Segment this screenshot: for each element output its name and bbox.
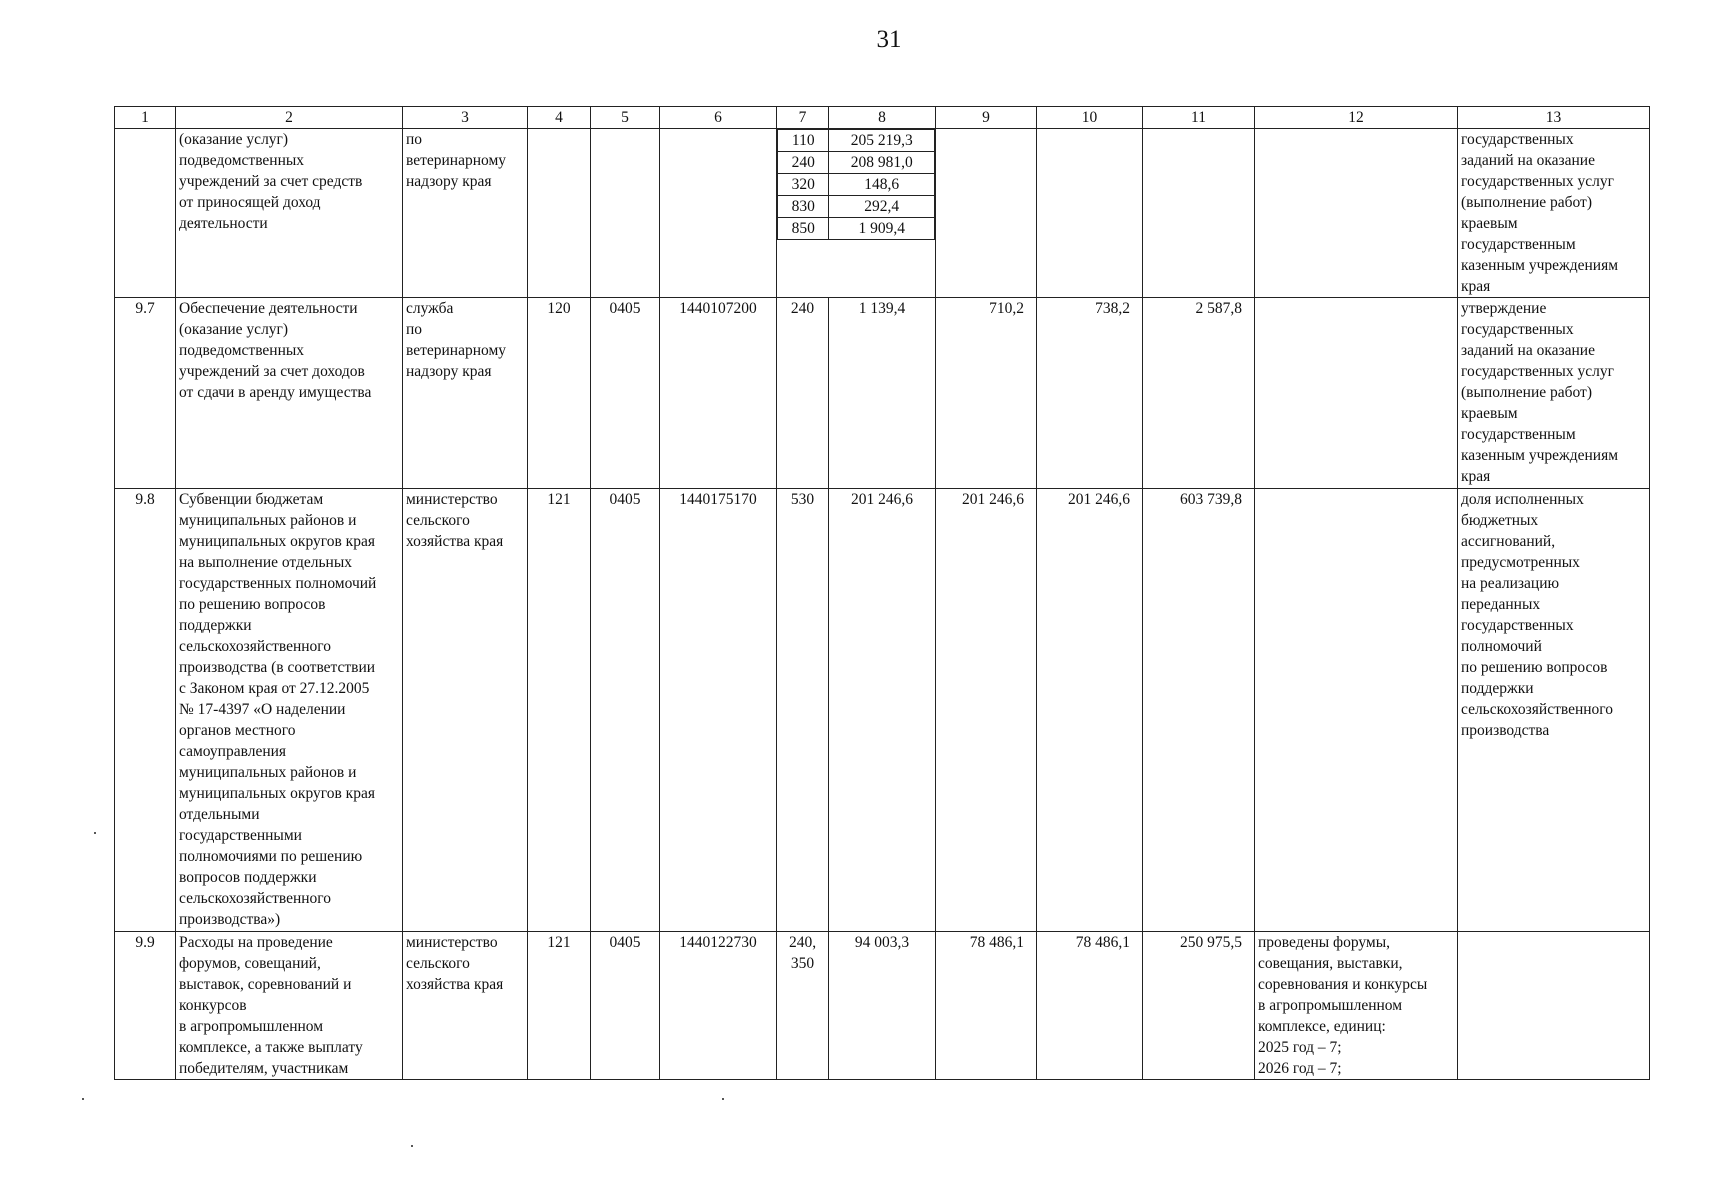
page-number: 31	[876, 26, 902, 53]
cell-expense-type: 240	[777, 298, 829, 489]
cell-target-article: 1440107200	[660, 298, 777, 489]
table-row-9-9	[115, 932, 1650, 1080]
expense-type-code: 110	[778, 130, 829, 152]
cell-grbs	[528, 129, 591, 298]
cell-amount-2027: 738,2	[1037, 298, 1143, 489]
column-header: 12	[1255, 107, 1458, 129]
cell-number: 9.8	[115, 489, 176, 932]
cell-indicator: доля исполненных бюджетных ассигнований, предусмотренных на реализацию переданных государственных полномочий по решению вопросов поддержки сельскохозяйственного производства	[1458, 489, 1650, 932]
cell-section: 0405	[591, 489, 660, 932]
expense-type-code: 850	[778, 218, 829, 240]
column-header: 5	[591, 107, 660, 129]
expense-breakdown-row	[778, 130, 935, 152]
cell-executor: министерство сельского хозяйства края	[403, 489, 528, 932]
cell-number: 9.9	[115, 932, 176, 1080]
scan-speck	[411, 1145, 413, 1147]
cell-expense-type: 530	[777, 489, 829, 932]
cell-amount-2025: 201 246,6	[829, 489, 936, 932]
cell-amount-total: 603 739,8	[1143, 489, 1255, 932]
cell-description: Обеспечение деятельности (оказание услуг) подведомственных учреждений за счет доходов от сдачи в аренду имущества	[176, 298, 403, 489]
cell-expected-result: проведены форумы, совещания, выставки, соревнования и конкурсы в агропромышленном комплексе, единиц: 2025 год – 7; 2026 год – 7;	[1255, 932, 1458, 1080]
program-table	[114, 106, 1650, 1080]
cell-expected-result	[1255, 129, 1458, 298]
table-row-9-7	[115, 298, 1650, 489]
cell-executor: министерство сельского хозяйства края	[403, 932, 528, 1080]
table-row-9-8	[115, 489, 1650, 932]
expense-type-code: 240	[778, 152, 829, 174]
cell-description: Субвенции бюджетам муниципальных районов и муниципальных округов края на выполнение отдельных государственных полномочий по решению вопросов поддержки сельскохозяйственного производства (в соответствии с Законом края от 27.12.2005 № 17-4397 «О наделении органов местного самоуправления муниципальных районов и муниципальных округов края отдельными государственными полномочиями по решению вопросов поддержки сельскохозяйственного производства»)	[176, 489, 403, 932]
cell-indicator: государственных заданий на оказание государственных услуг (выполнение работ) краевым государственным казенным учреждениям края	[1458, 129, 1650, 298]
column-header: 9	[936, 107, 1037, 129]
cell-description: (оказание услуг) подведомственных учреждений за счет средств от приносящей доход деятельности	[176, 129, 403, 298]
expense-amount: 148,6	[829, 174, 935, 196]
cell-section: 0405	[591, 932, 660, 1080]
column-header: 2	[176, 107, 403, 129]
expense-breakdown-row	[778, 152, 935, 174]
expense-breakdown-row	[778, 196, 935, 218]
cell-amount-total	[1143, 129, 1255, 298]
table-header-row	[115, 107, 1650, 129]
table-row-continuation	[115, 129, 1650, 298]
expense-breakdown-row	[778, 174, 935, 196]
expense-breakdown-cell	[777, 129, 936, 298]
cell-amount-2026: 201 246,6	[936, 489, 1037, 932]
cell-amount-2027	[1037, 129, 1143, 298]
cell-grbs: 120	[528, 298, 591, 489]
cell-amount-2027: 78 486,1	[1037, 932, 1143, 1080]
expense-amount: 1 909,4	[829, 218, 935, 240]
column-header: 11	[1143, 107, 1255, 129]
cell-indicator	[1458, 932, 1650, 1080]
cell-amount-2026	[936, 129, 1037, 298]
cell-section	[591, 129, 660, 298]
cell-target-article	[660, 129, 777, 298]
column-header: 13	[1458, 107, 1650, 129]
cell-amount-total: 250 975,5	[1143, 932, 1255, 1080]
column-header: 3	[403, 107, 528, 129]
cell-amount-2026: 78 486,1	[936, 932, 1037, 1080]
cell-expected-result	[1255, 298, 1458, 489]
cell-grbs: 121	[528, 489, 591, 932]
scan-speck	[94, 832, 96, 834]
cell-target-article: 1440122730	[660, 932, 777, 1080]
expense-amount: 208 981,0	[829, 152, 935, 174]
cell-executor: по ветеринарному надзору края	[403, 129, 528, 298]
expense-amount: 292,4	[829, 196, 935, 218]
expense-breakdown-row	[778, 218, 935, 240]
cell-expected-result	[1255, 489, 1458, 932]
column-header: 6	[660, 107, 777, 129]
cell-amount-2025: 1 139,4	[829, 298, 936, 489]
cell-expense-type: 240, 350	[777, 932, 829, 1080]
expense-type-code: 830	[778, 196, 829, 218]
expense-breakdown-table	[777, 129, 935, 240]
scan-speck	[722, 1098, 724, 1100]
cell-amount-2027: 201 246,6	[1037, 489, 1143, 932]
cell-indicator: утверждение государственных заданий на оказание государственных услуг (выполнение работ) краевым государственным казенным учреждениям края	[1458, 298, 1650, 489]
scan-speck	[82, 1098, 84, 1100]
expense-type-code: 320	[778, 174, 829, 196]
cell-number	[115, 129, 176, 298]
cell-amount-2026: 710,2	[936, 298, 1037, 489]
cell-section: 0405	[591, 298, 660, 489]
column-header: 1	[115, 107, 176, 129]
cell-description: Расходы на проведение форумов, совещаний, выставок, соревнований и конкурсов в агропромышленном комплексе, а также выплату победителям, участникам	[176, 932, 403, 1080]
cell-number: 9.7	[115, 298, 176, 489]
cell-amount-2025: 94 003,3	[829, 932, 936, 1080]
column-header: 4	[528, 107, 591, 129]
cell-target-article: 1440175170	[660, 489, 777, 932]
cell-amount-total: 2 587,8	[1143, 298, 1255, 489]
column-header: 10	[1037, 107, 1143, 129]
cell-executor: служба по ветеринарному надзору края	[403, 298, 528, 489]
expense-amount: 205 219,3	[829, 130, 935, 152]
cell-grbs: 121	[528, 932, 591, 1080]
column-header: 8	[829, 107, 936, 129]
column-header: 7	[777, 107, 829, 129]
